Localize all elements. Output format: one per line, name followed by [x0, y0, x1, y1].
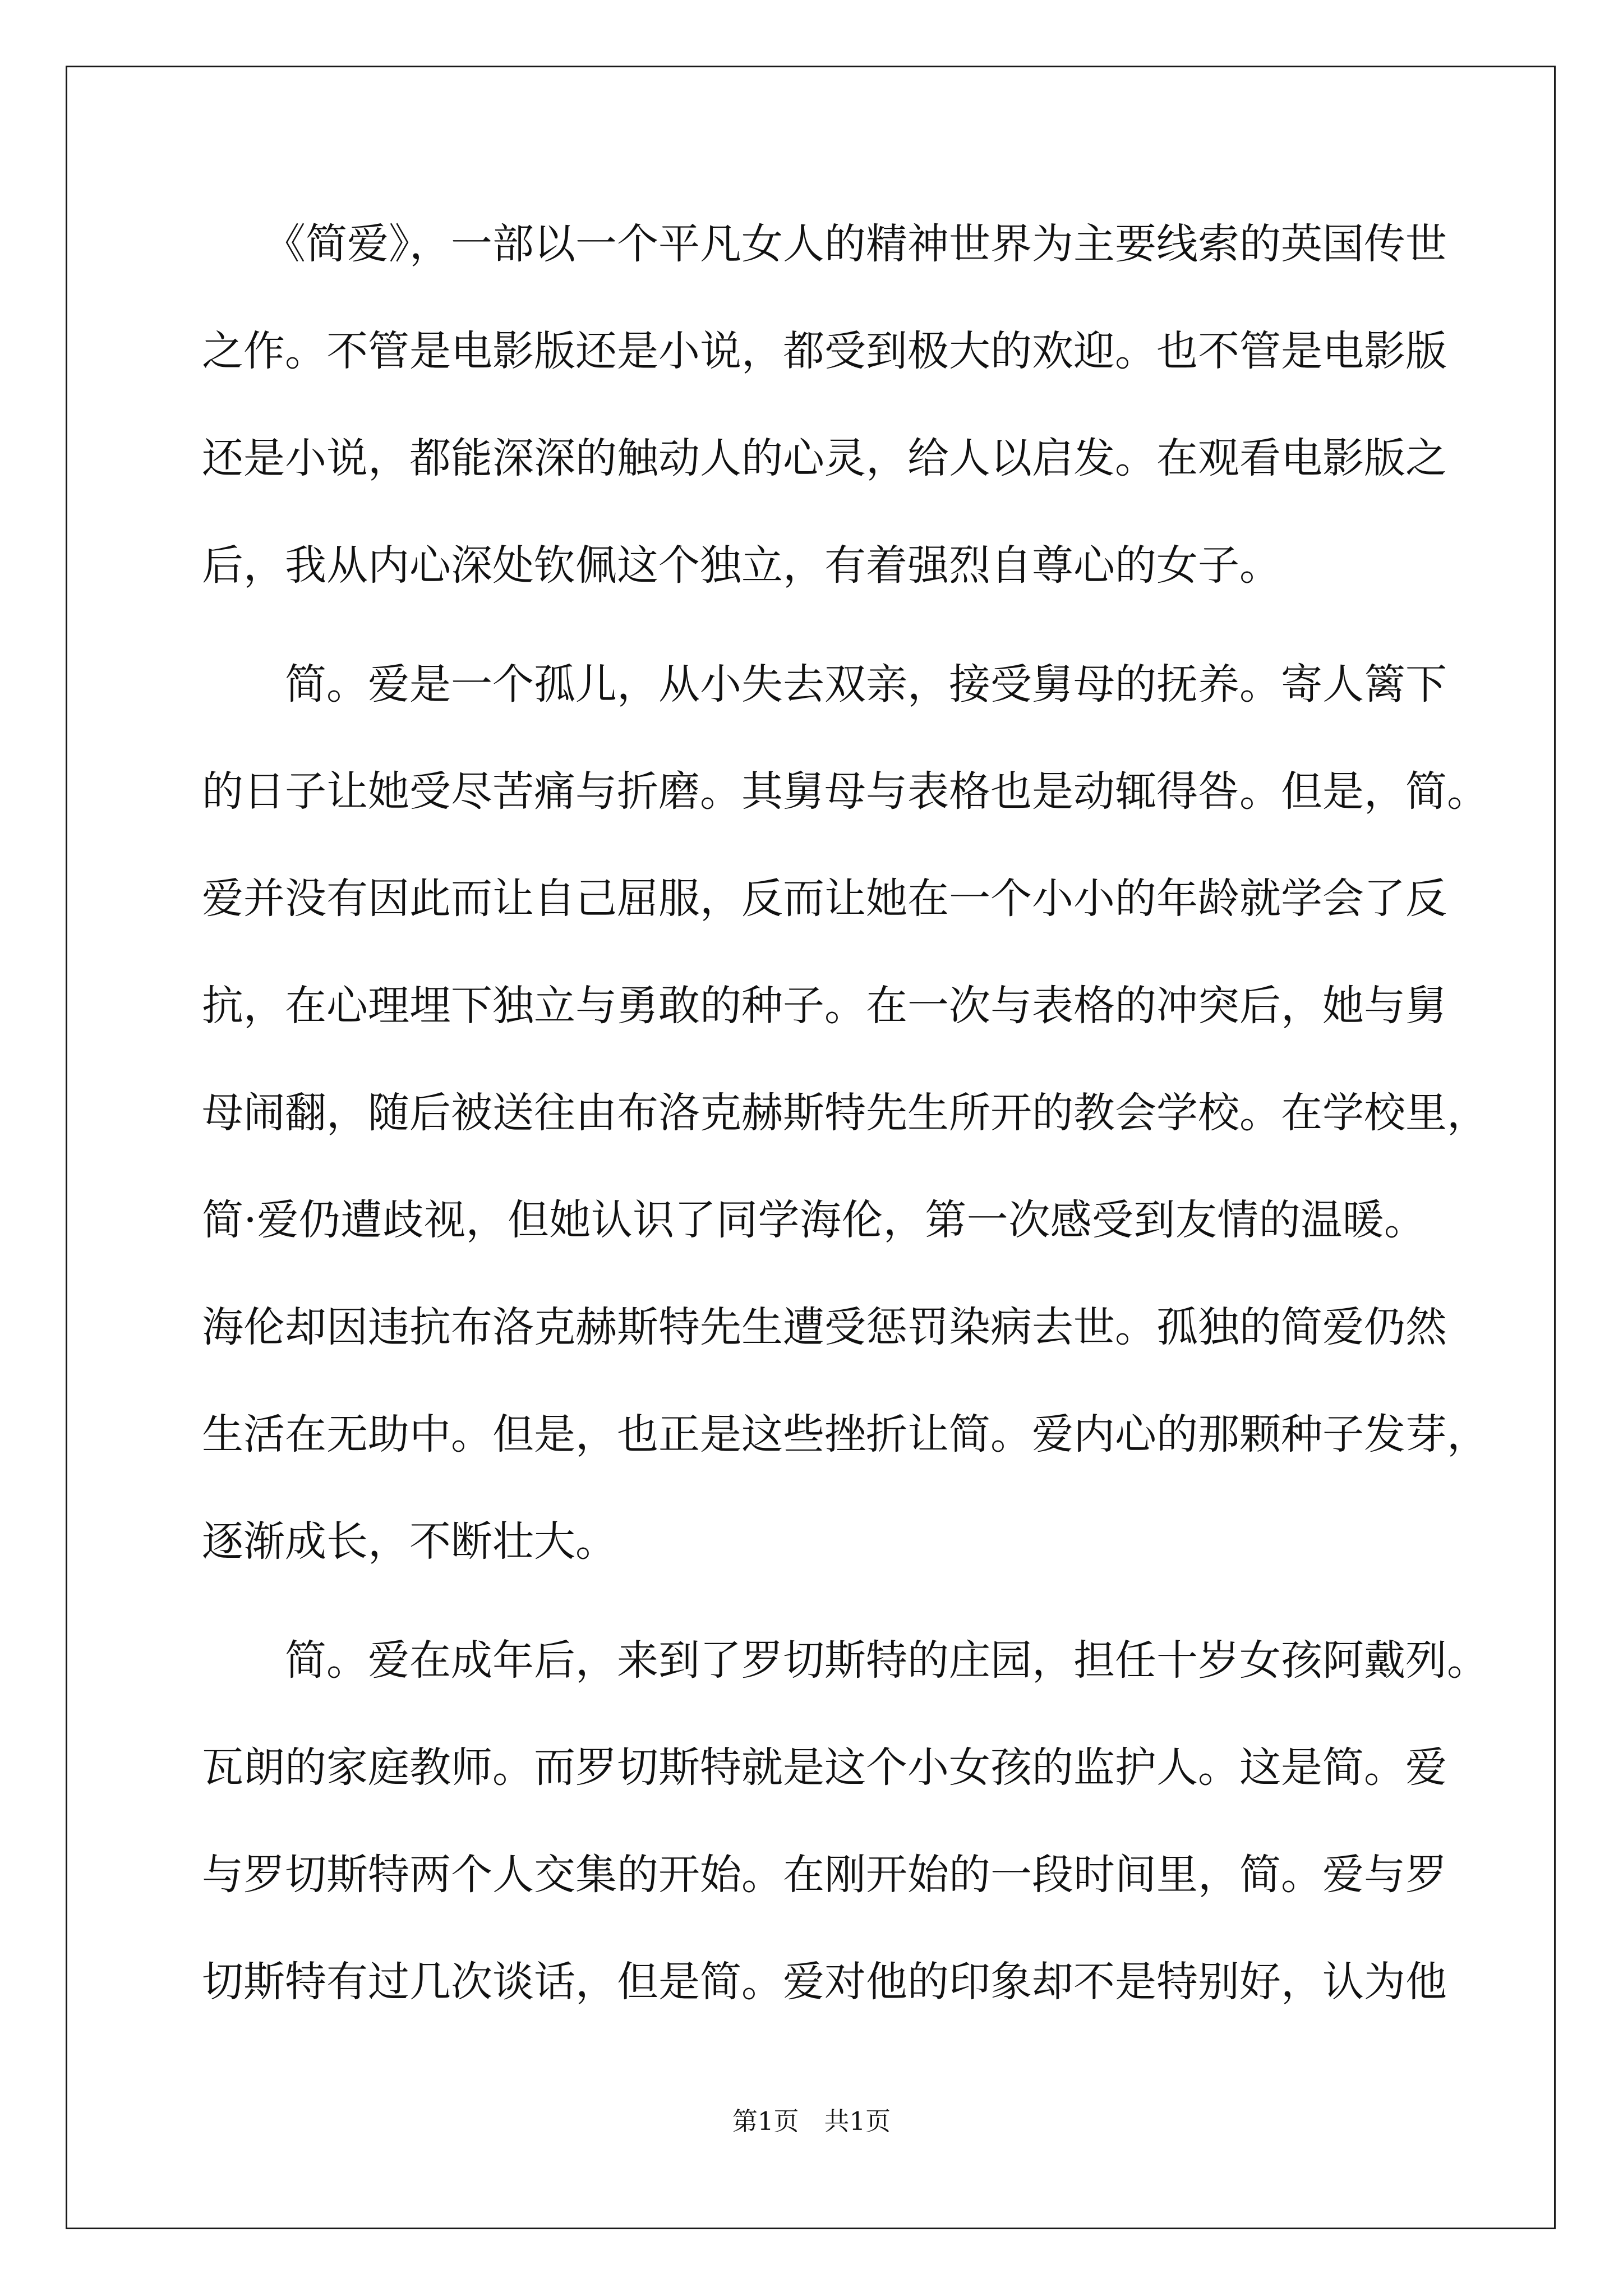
text-line: 后，我从内心深处钦佩这个独立，有着强烈自尊心的女子。 [202, 541, 1281, 590]
text-line: 抗，在心理埋下独立与勇敢的种子。在一次与表格的冲突后，她与舅 [202, 982, 1447, 1030]
text-line: 海伦却因违抗布洛克赫斯特先生遭受惩罚染病去世。孤独的简爱仍然 [202, 1303, 1447, 1351]
text-line: 简。爱在成年后，来到了罗切斯特的庄园，担任十岁女孩阿戴列。 [202, 1636, 1488, 1685]
text-line: 之作。不管是电影版还是小说，都受到极大的欢迎。也不管是电影版 [202, 327, 1447, 375]
text-line: 的日子让她受尽苦痛与折磨。其舅母与表格也是动辄得咎。但是，简。 [202, 767, 1488, 816]
paragraph-3 [202, 1636, 1488, 2068]
text-line: 爱并没有因此而让自己屈服，反而让她在一个小小的年龄就学会了反 [202, 875, 1447, 923]
text-line: 瓦朗的家庭教师。而罗切斯特就是这个小女孩的监护人。这是简。爱 [202, 1743, 1447, 1792]
text-line: 还是小说，都能深深的触动人的心灵，给人以启发。在观看电影版之 [202, 434, 1447, 482]
text-line: 逐渐成长，不断壮大。 [202, 1517, 617, 1566]
text-line: 生活在无助中。但是，也正是这些挫折让简。爱内心的那颗种子发芽， [202, 1410, 1488, 1458]
paragraph-2 [202, 660, 1488, 1640]
document-body [202, 220, 1488, 2068]
text-line: 简。爱是一个孤儿，从小失去双亲，接受舅母的抚养。寄人篱下 [202, 660, 1447, 708]
text-line: 《简爱》，一部以一个平凡女人的精神世界为主要线索的英国传世 [202, 220, 1447, 268]
text-line: 与罗切斯特两个人交集的开始。在刚开始的一段时间里，简。爱与罗 [202, 1851, 1447, 1899]
text-line: 切斯特有过几次谈话，但是简。爱对他的印象却不是特别好，认为他 [202, 1958, 1447, 2006]
page-number-footer: 第1页 共1页 [732, 2106, 891, 2136]
text-line: 简·爱仍遭歧视，但她认识了同学海伦，第一次感受到友情的温暖。 [202, 1196, 1426, 1244]
paragraph-1 [202, 220, 1447, 664]
text-line: 母闹翻，随后被送往由布洛克赫斯特先生所开的教会学校。在学校里， [202, 1089, 1488, 1137]
